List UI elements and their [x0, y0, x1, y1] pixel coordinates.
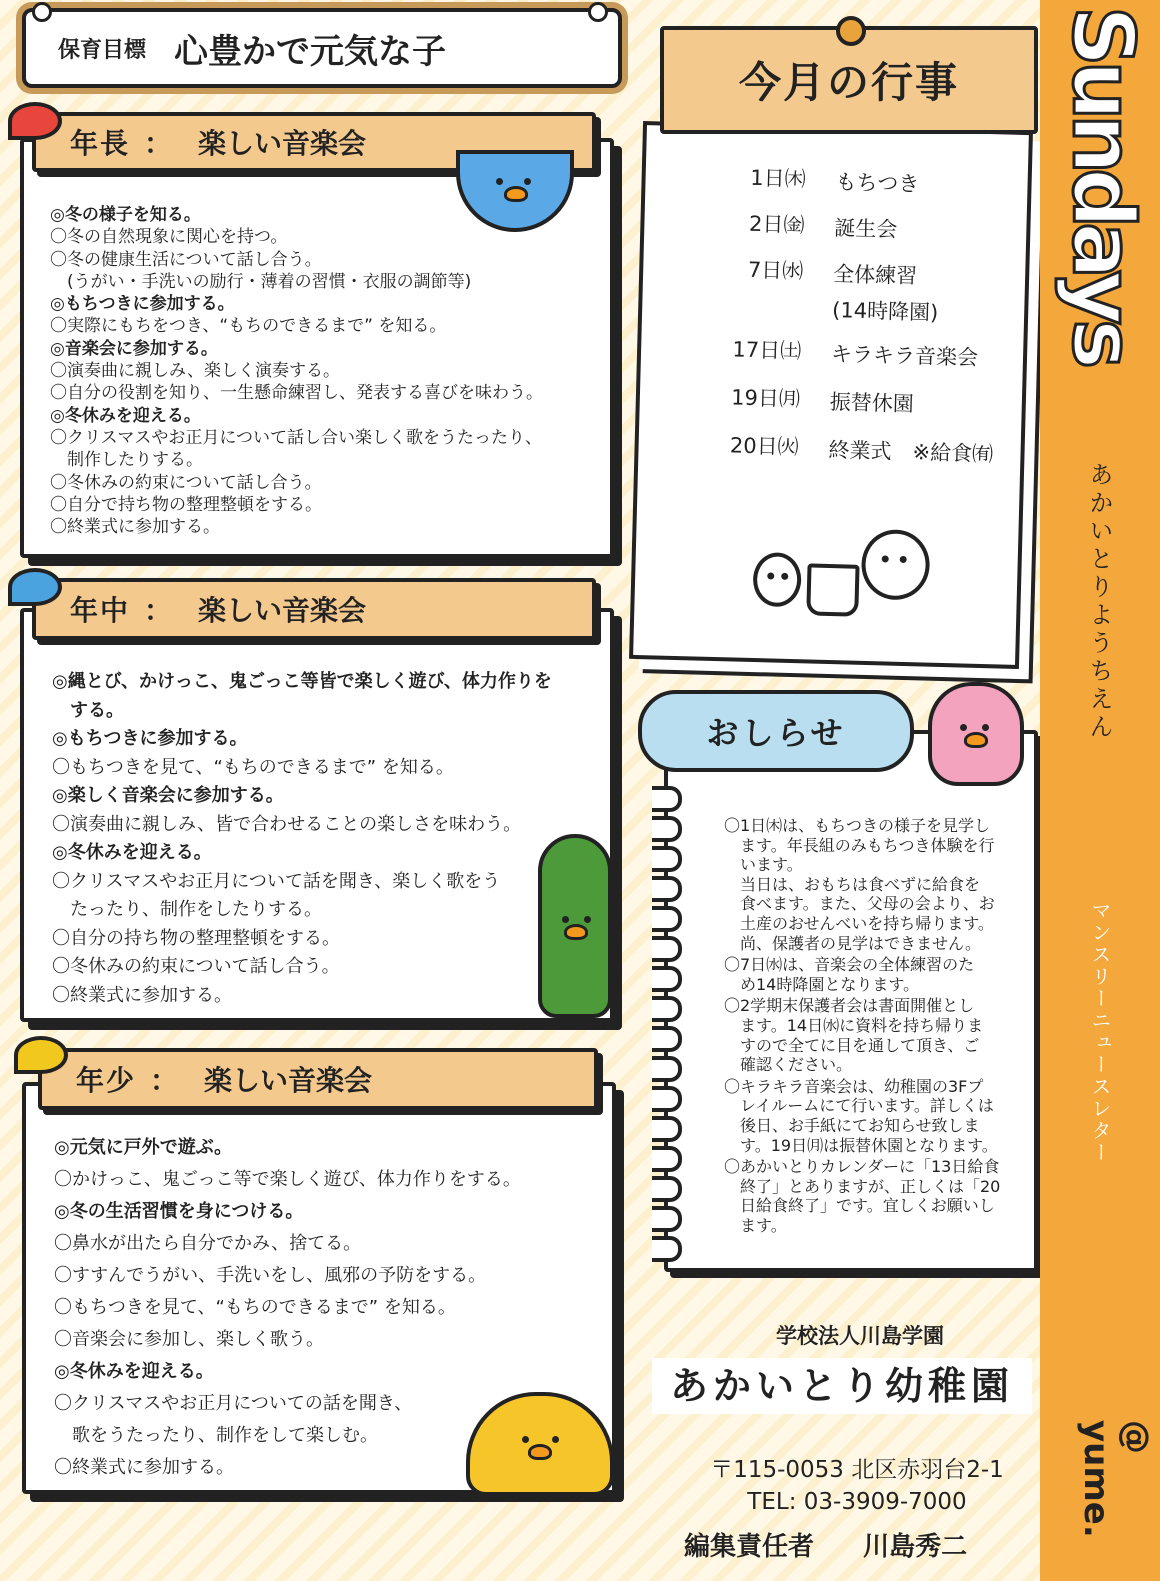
notice-bubble: [638, 690, 914, 772]
list-item: ◎冬休みを迎える。: [54, 1361, 214, 1382]
list-item: ◎もちつきに参加する。: [50, 294, 235, 315]
notice-item: 〇あかいとりカレンダーに「13日給食 終了」とありますが、正しくは「20 日給食終了」です。宜しくお願いし ます。: [724, 1157, 1001, 1235]
notice-item: 〇7日㈬は、音楽会の全体練習のた め14時降園となります。: [724, 955, 975, 994]
list-item: ◎冬休みを迎える。: [50, 405, 201, 426]
green-bird-icon: [538, 834, 612, 1018]
spiral-ring-icon: [652, 996, 682, 1022]
event-name: 終業式 ※給食㈲: [828, 437, 994, 467]
spiral-ring-icon: [652, 1116, 682, 1142]
list-item: 〇終業式に参加する。: [52, 984, 232, 1006]
list-item: 〇冬休みの約束について話し合う。: [50, 472, 322, 493]
list-item: 〇もちつきを見て、“もちのできるまで” を知る。: [52, 756, 454, 778]
section-colon: ：: [144, 594, 173, 627]
section-theme: 楽しい音楽会: [198, 127, 367, 160]
pin-icon: [8, 568, 62, 606]
screw-icon: [588, 2, 608, 22]
list-item: ◎元気に戸外で遊ぶ。: [54, 1137, 233, 1158]
event-row: [702, 429, 993, 473]
goal-banner: [22, 8, 622, 88]
goal-label: 保育目標: [58, 37, 147, 63]
editor-label: 編集責任者: [684, 1532, 815, 1562]
event-date: 20日㈫: [729, 433, 799, 460]
list-item: 〇かけっこ、鬼ごっこ等で楽しく遊び、体力作りをする。: [54, 1169, 521, 1190]
illustrator-credit: @ yume.: [1076, 1420, 1156, 1538]
event-row: [706, 253, 940, 331]
spiral-ring-icon: [652, 1026, 682, 1052]
goal-text: 心豊かで元気な子: [174, 31, 447, 72]
editor-line: [684, 1526, 1044, 1563]
list-item: 〇冬の自然現象に関心を持つ。: [50, 227, 288, 248]
spiral-ring-icon: [652, 1206, 682, 1232]
telephone: TEL: 03-3909-7000: [747, 1489, 967, 1515]
list-item: 〇自分の持ち物の整理整頓をする。: [52, 927, 340, 949]
spiral-ring-icon: [652, 1146, 682, 1172]
list-item: 〇実際にもちをつき、“もちのできるまで” を知る。: [50, 316, 447, 337]
kindergarten-kana: あかいとりようちえん: [1085, 462, 1113, 742]
list-item: 〇冬休みの約束について話し合う。: [52, 956, 340, 977]
pink-bird-icon: [928, 682, 1024, 786]
spiral-ring-icon: [652, 906, 682, 932]
pin-icon: [14, 1036, 68, 1074]
pushpin-icon: [836, 16, 866, 46]
event-row: [708, 207, 898, 248]
list-item: 〇もちつきを見て、“もちのできるまで” を知る。: [54, 1297, 456, 1318]
list-item: ◎音楽会に参加する。: [50, 338, 218, 359]
event-name: もちつき: [835, 170, 920, 197]
spiral-ring-icon: [652, 1236, 682, 1262]
white-bird-icon: [861, 529, 931, 601]
small-bird-icon: [752, 552, 801, 607]
event-date: 2日㈮: [748, 211, 805, 238]
spiral-ring-icon: [652, 936, 682, 962]
section-item-list: [50, 204, 605, 538]
section-item-list: [52, 668, 587, 1010]
event-date: 7日㈬: [747, 257, 804, 284]
newsletter-title: Sundays: [1054, 6, 1152, 364]
list-item: 〇音楽会に参加し、楽しく歌う。: [54, 1329, 324, 1350]
event-row: [705, 333, 979, 376]
event-row: [709, 161, 920, 202]
list-item: ◎もちつきに参加する。: [52, 728, 248, 749]
event-date: 19日㈪: [730, 385, 801, 412]
events-title: 今月の行事: [738, 58, 959, 107]
pin-icon: [8, 102, 62, 140]
spiral-ring-icon: [652, 816, 682, 842]
list-item: 〇クリスマスやお正月について話を聞き、楽しく歌をう たったり、制作をしたりする。: [52, 870, 501, 920]
list-item: ◎楽しく音楽会に参加する。: [52, 785, 284, 806]
event-name: 振替休園: [829, 389, 915, 417]
screw-icon: [32, 2, 52, 22]
spiral-ring-icon: [652, 876, 682, 902]
notice-title: おしらせ: [706, 714, 846, 752]
spiral-ring-icon: [652, 846, 682, 872]
list-item: 〇すすんでうがい、手洗いをし、風邪の予防をする。: [54, 1265, 487, 1286]
notice-item: 〇キラキラ音楽会は、幼稚園の3Fプ レイルームにて行います。詳しくは 後日、お手紙にてお知らせ致しま す。19日㈪は振替休園となります。: [724, 1076, 998, 1155]
list-item: 〇演奏曲に親しみ、皆で合わせることの楽しさを味わう。: [52, 813, 522, 835]
list-item: 〇終業式に参加する。: [54, 1457, 234, 1478]
spiral-ring-icon: [652, 1086, 682, 1112]
school-org: 学校法人川島学園: [776, 1324, 944, 1348]
spiral-ring-icon: [652, 966, 682, 992]
newsletter-subtitle: マンスリーニュースレター: [1088, 900, 1112, 1164]
section-tab-middle: [32, 578, 596, 640]
spiral-ring-icon: [652, 786, 682, 812]
section-theme: 楽しい音楽会: [198, 594, 367, 627]
spiral-ring-icon: [652, 1176, 682, 1202]
list-item: ◎冬休みを迎える。: [52, 842, 212, 863]
list-item: ◎冬の生活習慣を身につける。: [54, 1201, 304, 1222]
postal-address: 〒115-0053 北区赤羽台2-1: [710, 1457, 1004, 1483]
list-item: 〇冬の健康生活について話し合う。 (うがい・手洗いの励行・薄着の習慣・衣服の調節等): [50, 249, 472, 292]
section-tab-junior: [38, 1048, 598, 1110]
spiral-ring-icon: [652, 1056, 682, 1082]
section-grade: 年少: [76, 1064, 137, 1097]
list-item: 〇鼻水が出たら自分でかみ、捨てる。: [54, 1233, 362, 1254]
events-paper: [629, 121, 1033, 669]
list-item: 〇終業式に参加する。: [50, 517, 220, 538]
mortar-icon: [806, 563, 859, 616]
list-item: 〇クリスマスやお正月についての話を聞き、 歌をうたったり、制作をして楽しむ。: [54, 1393, 413, 1446]
notice-list: [724, 816, 1020, 1237]
notice-item: 〇2学期末保護者会は書面開催とし ます。14日㈬に資料を持ち帰りま すので全てに目を通して頂き、ご 確認ください。: [724, 996, 984, 1075]
list-item: 〇クリスマスやお正月について話し合い楽しく歌をうたったり、 制作したりする。: [50, 427, 542, 471]
event-date: 17日㈯: [732, 337, 802, 364]
section-grade: 年長: [70, 127, 131, 160]
notice-card: [664, 730, 1038, 1272]
school-name: あかいとり幼稚園: [652, 1358, 1032, 1414]
editor-name: 川島秀二: [863, 1532, 968, 1562]
event-name: キラキラ音楽会: [830, 341, 979, 370]
event-date: 1日㈭: [749, 165, 806, 192]
section-theme: 楽しい音楽会: [204, 1064, 373, 1097]
notice-item: 〇1日㈭は、もちつきの様子を見学し ます。年長組のみもちつき体験を行 います。 当日は、おもちは食べずに給食を 食べます。また、父母の会より、お 土産のおせんべいを持ち帰ります。 尚、保護者の見学はできません。: [724, 816, 995, 953]
list-item: 〇演奏曲に親しみ、楽しく演奏する。: [50, 361, 341, 382]
list-item: ◎冬の様子を知る。: [50, 205, 201, 225]
event-row: [703, 381, 914, 422]
list-item: ◎縄とび、かけっこ、鬼ごっこ等皆で楽しく遊び、体力作りを する。: [52, 671, 552, 721]
event-name: 誕生会: [834, 216, 898, 242]
event-name: 全体練習 (14時降園): [831, 262, 939, 325]
section-card-middle: [20, 608, 614, 1022]
list-item: 〇自分の役割を知り、一生懸命練習し、発表する喜びを味わう。: [50, 383, 543, 404]
section-colon: ：: [144, 127, 173, 160]
section-grade: 年中: [70, 594, 131, 627]
school-address: [672, 1454, 1042, 1518]
section-colon: ：: [150, 1064, 179, 1097]
list-item: 〇自分で持ち物の整理整頓をする。: [50, 494, 322, 515]
